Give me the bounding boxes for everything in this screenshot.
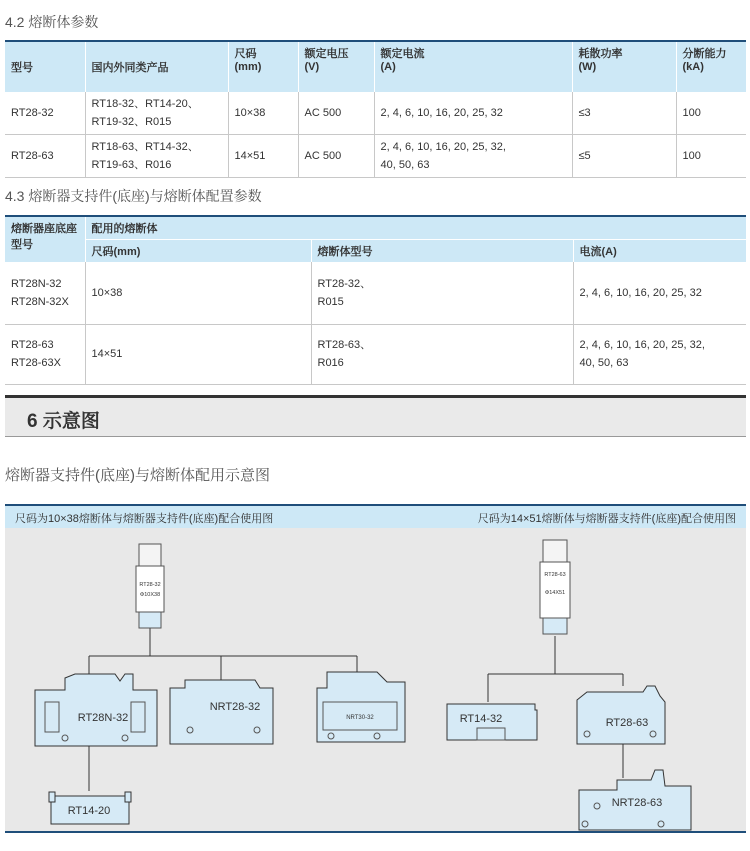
cell-similar: RT18-32、RT14-20、 RT19-32、R015: [85, 92, 228, 135]
table-header-row: [5, 42, 746, 92]
col-header-current: 电流(A): [573, 240, 746, 263]
col-header-voltage: 额定电压 (V): [298, 42, 374, 92]
col-header-fuse-model: 熔断体型号: [311, 240, 573, 263]
base-rt28n-32: [35, 674, 157, 746]
cell-base: RT28-63 RT28-63X: [5, 324, 85, 384]
cell-current: 2, 4, 6, 10, 16, 20, 25, 32, 40, 50, 63: [573, 324, 746, 384]
table-row: [5, 135, 746, 178]
base-nrt28-63: [579, 770, 691, 830]
label-nrt30-32: NRT30-32: [346, 715, 374, 721]
cell-power: ≤3: [572, 92, 676, 135]
base-rt28-63: [577, 686, 665, 744]
col-header-group: 配用的熔断体: [85, 217, 746, 240]
cell-fuse: RT28-32、 R015: [311, 262, 573, 324]
diagram-bottom-rule: [5, 831, 746, 833]
cell-size: 14×51: [85, 324, 311, 384]
table-subheader-row: [5, 240, 746, 263]
base-nrt30-32: [317, 672, 405, 742]
label-nrt28-63: NRT28-63: [611, 797, 663, 809]
table-row: [5, 92, 746, 135]
base-rt14-20: [49, 792, 131, 824]
section-6-title: 6 示意图: [27, 411, 100, 432]
cell-size: 10×38: [85, 262, 311, 324]
label-rt14-32: RT14-32: [459, 713, 503, 725]
right-fuse-label-1: RT28-63: [544, 572, 566, 578]
cell-current: 2, 4, 6, 10, 16, 20, 25, 32, 40, 50, 63: [374, 135, 572, 178]
label-rt28n-32: RT28N-32: [77, 712, 129, 724]
left-fuse-label-2: Φ10X38: [139, 592, 161, 598]
section-6-banner: [5, 395, 746, 437]
col-header-size: 尺码 (mm): [228, 42, 298, 92]
left-fuse-label-1: RT28-32: [139, 582, 161, 588]
cell-current: 2, 4, 6, 10, 16, 20, 25, 32: [573, 262, 746, 324]
col-header-power: 耗散功率 (W): [572, 42, 676, 92]
fuse-10x38: [136, 544, 164, 628]
cell-model: RT28-32: [5, 92, 85, 135]
right-caption: 尺码为14×51熔断体与熔断器支持件(底座)配合使用图: [477, 513, 736, 525]
left-caption: 尺码为10×38熔断体与熔断器支持件(底座)配合使用图: [15, 513, 274, 525]
section-42-title: 4.2 熔断体参数: [5, 14, 99, 30]
label-nrt28-32: NRT28-32: [209, 701, 261, 713]
base-rt14-32: [447, 704, 537, 740]
diagram-svg: [5, 506, 746, 831]
cell-size: 10×38: [228, 92, 298, 135]
col-header-base: 熔断器座底座 型号: [5, 217, 85, 262]
right-fuse-label-2: Φ14X51: [544, 590, 566, 596]
fuse-params-table: [5, 42, 746, 178]
diagram-title: 熔断器支持件(底座)与熔断体配用示意图: [5, 467, 270, 484]
base-config-table: [5, 217, 746, 385]
label-rt28-63: RT28-63: [605, 717, 649, 729]
cell-voltage: AC 500: [298, 92, 374, 135]
cell-voltage: AC 500: [298, 135, 374, 178]
cell-power: ≤5: [572, 135, 676, 178]
cell-similar: RT18-63、RT14-32、 RT19-63、R016: [85, 135, 228, 178]
section-43-title: 4.3 熔断器支持件(底座)与熔断体配置参数: [5, 188, 262, 204]
cell-base: RT28N-32 RT28N-32X: [5, 262, 85, 324]
base-nrt28-32: [170, 680, 273, 744]
col-header-model: 型号: [5, 42, 85, 92]
table-row: [5, 262, 746, 324]
table-row: [5, 324, 746, 384]
cell-fuse: RT28-63、 R016: [311, 324, 573, 384]
col-header-size: 尺码(mm): [85, 240, 311, 263]
col-header-current: 额定电流 (A): [374, 42, 572, 92]
col-header-similar: 国内外同类产品: [85, 42, 228, 92]
cell-current: 2, 4, 6, 10, 16, 20, 25, 32: [374, 92, 572, 135]
fuse-14x51: [540, 540, 570, 634]
cell-breaking: 100: [676, 135, 746, 178]
assembly-diagram: [5, 504, 746, 831]
cell-size: 14×51: [228, 135, 298, 178]
table-header-row: [5, 217, 746, 240]
label-rt14-20: RT14-20: [67, 805, 111, 817]
cell-model: RT28-63: [5, 135, 85, 178]
cell-breaking: 100: [676, 92, 746, 135]
col-header-breaking: 分断能力 (kA): [676, 42, 746, 92]
